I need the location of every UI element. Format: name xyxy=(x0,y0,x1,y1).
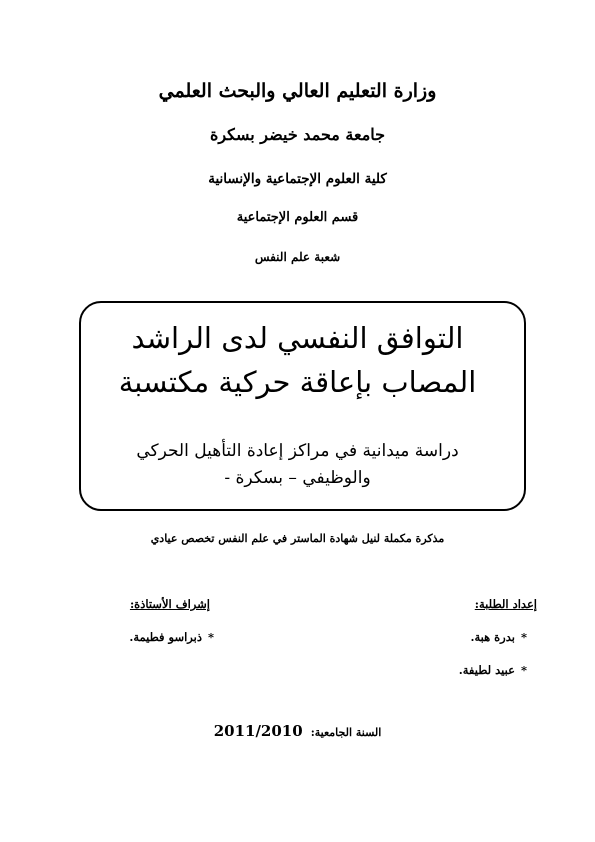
supervision-label: إشراف الأستاذة: xyxy=(129,597,210,611)
thesis-note: مذكرة مكملة لنيل شهادة الماستر في علم النفس تخصص عيادي xyxy=(150,532,445,545)
subtitle-line-1: دراسة ميدانية في مراكز إعادة التأهيل الحركي xyxy=(136,441,459,461)
prepared-by-label: إعداد الطلبة: xyxy=(474,597,537,611)
academic-year-value: 2011/2010 xyxy=(213,722,303,740)
ministry-name: وزارة التعليم العالي والبحث العلمي xyxy=(158,80,437,102)
student-name xyxy=(459,663,527,677)
bullet: * xyxy=(207,630,214,644)
supervisor-name xyxy=(129,630,214,644)
department-name: قسم العلوم الإجتماعية xyxy=(236,210,359,225)
title-line-1: التوافق النفسي لدى الراشد xyxy=(131,321,464,355)
title-line-2: المصاب بإعاقة حركية مكتسبة xyxy=(118,365,477,399)
university-name: جامعة محمد خيضر بسكرة xyxy=(209,125,386,144)
supervisor-name-text: ذبراسو فطيمة. xyxy=(129,630,202,644)
academic-year xyxy=(0,722,595,740)
bullet: * xyxy=(520,630,527,644)
student-name-text: بدرة هبة. xyxy=(470,630,515,644)
academic-year-label: السنة الجامعية: xyxy=(310,726,382,739)
student-name xyxy=(470,630,527,644)
faculty-name: كلية العلوم الإجتماعية والإنسانية xyxy=(208,171,387,187)
subtitle-line-2: والوظيفي – بسكرة - xyxy=(224,468,371,488)
student-name-text: عبيد لطيفة. xyxy=(458,663,515,677)
bullet: * xyxy=(520,663,527,677)
branch-name: شعبة علم النفس xyxy=(254,250,341,264)
